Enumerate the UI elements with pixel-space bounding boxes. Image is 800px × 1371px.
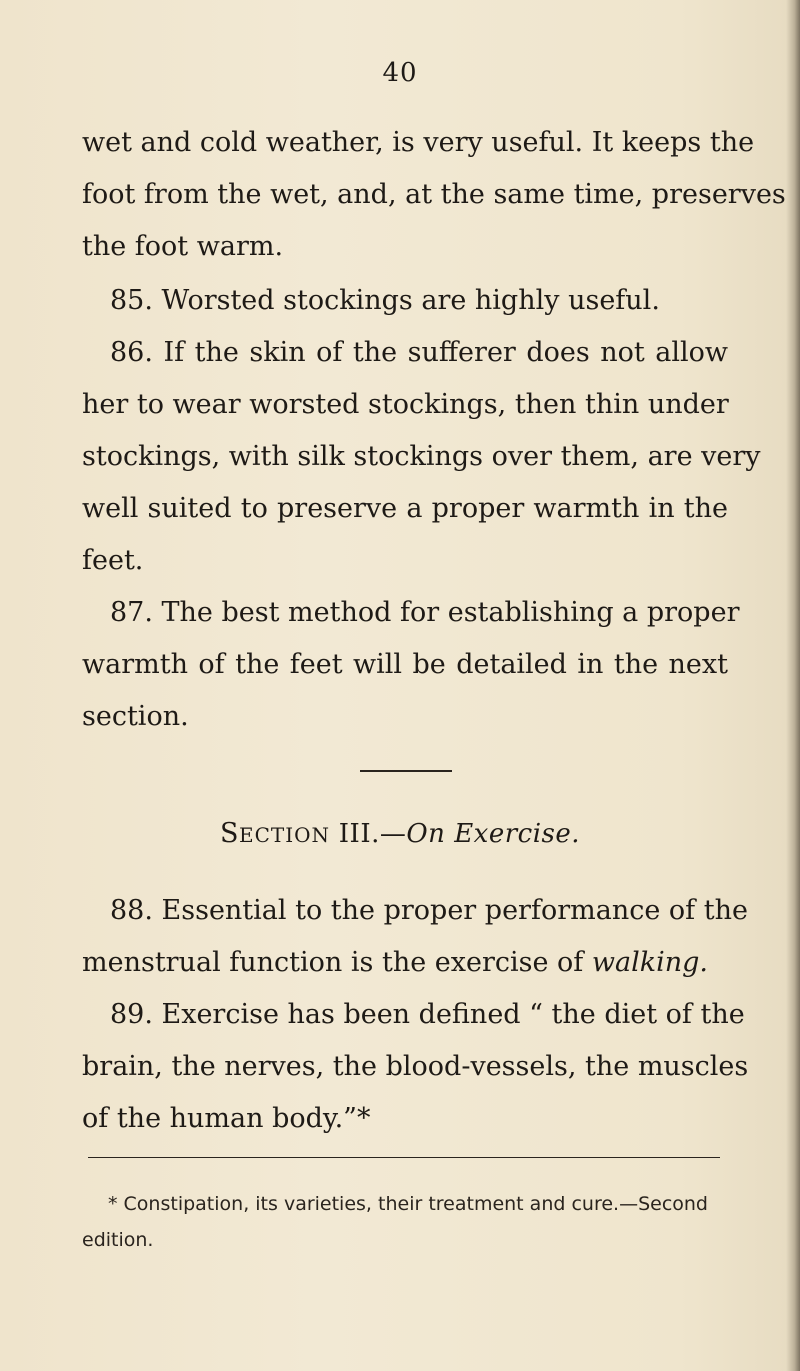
paragraph-86-line-5: feet. [82, 545, 144, 576]
paragraph-88-line-2 [82, 944, 728, 982]
paragraph-88-emphasis: walking. [591, 947, 708, 978]
paragraph-86-line-4: well suited to preserve a proper warmth in the [82, 493, 728, 524]
footnote-line-2: edition. [82, 1229, 154, 1251]
paragraph-88-line-2-text: menstrual function is the exercise of [82, 947, 584, 978]
paragraph-85-line-1: 85. Worsted stockings are highly useful. [110, 285, 660, 316]
section-heading [0, 818, 800, 849]
section-title-on: On [406, 819, 446, 849]
section-divider-rule [360, 770, 452, 772]
page-edge-shadow [786, 0, 800, 1371]
footnote-rule [88, 1157, 720, 1158]
page-number: 40 [382, 58, 418, 88]
paragraph-84-line-3: the foot warm. [82, 231, 284, 262]
paragraph-87-line-2: warmth of the feet will be detailed in the next [82, 649, 728, 680]
paragraph-86-line-2: her to wear worsted stockings, then thin under [82, 389, 729, 420]
paragraph-84-line-2: foot from the wet, and, at the same time, preserves [82, 179, 786, 210]
section-label-rest: ECTION [238, 823, 331, 847]
paragraph-89-line-1: 89. Exercise has been defined “ the diet of the [110, 999, 745, 1030]
section-numeral: III. [338, 819, 380, 849]
section-dash: — [379, 819, 407, 849]
paragraph-88-line-1: 88. Essential to the proper performance of the [110, 895, 748, 926]
paragraph-89-line-3: of the human body.”* [82, 1103, 371, 1134]
section-title-word: Exercise. [454, 819, 581, 849]
section-label-initial: S [219, 818, 239, 849]
paragraph-87-line-1: 87. The best method for establishing a proper [110, 597, 740, 628]
paragraph-86-line-3: stockings, with silk stockings over them, are very [82, 441, 761, 472]
paragraph-86-line-1: 86. If the skin of the sufferer does not allow [110, 337, 728, 368]
footnote-line-1: * Constipation, its varieties, their treatment and cure.—Second [108, 1193, 708, 1215]
paragraph-87-line-3: section. [82, 701, 189, 732]
paragraph-89-line-2: brain, the nerves, the blood-vessels, the muscles [82, 1051, 749, 1082]
paragraph-84-line-1: wet and cold weather, is very useful. It keeps the [82, 127, 755, 158]
